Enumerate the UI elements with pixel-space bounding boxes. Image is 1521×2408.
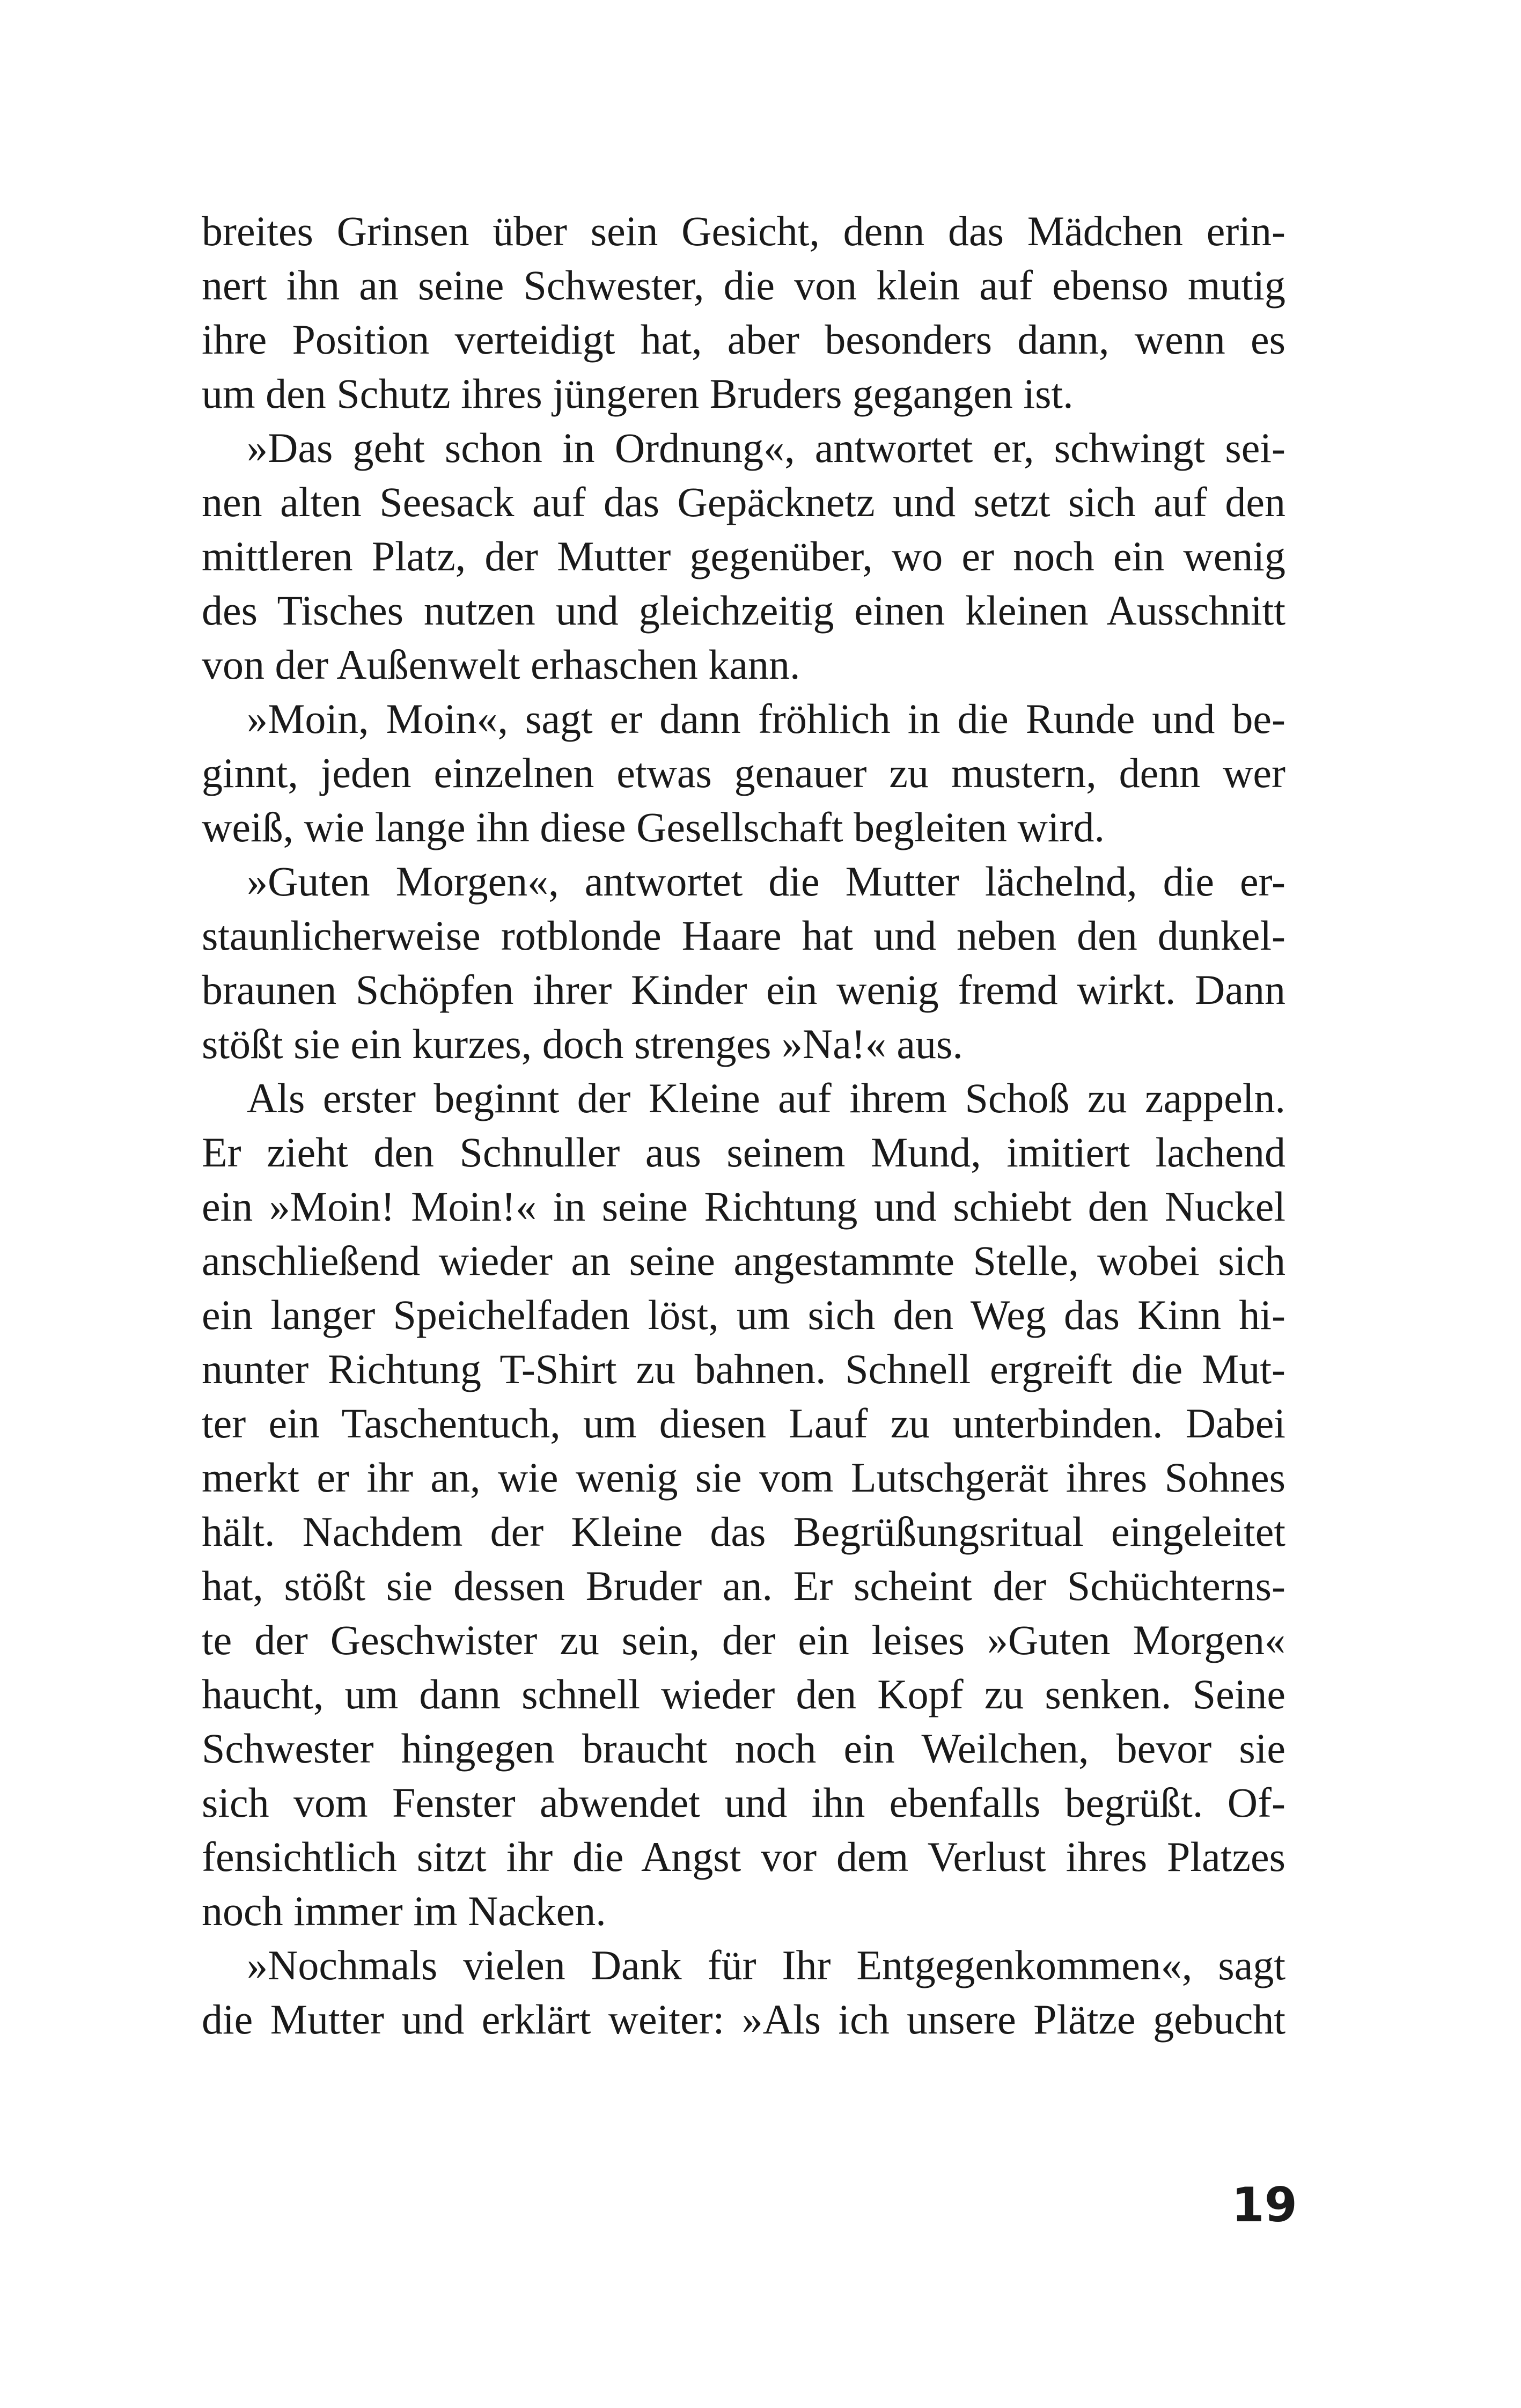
text-line: ihre Position verteidigt hat, aber besonders dann, wenn es [202,316,1285,363]
text-line: stößt sie ein kurzes, doch strenges »Na!« aus. [202,1021,963,1067]
text-line: die Mutter und erklärt weiter: »Als ich unsere Plätze gebucht [202,1996,1285,2043]
text-line: hat, stößt sie dessen Bruder an. Er scheint der Schüchterns- [202,1562,1285,1609]
text-line: Als erster beginnt der Kleine auf ihrem Schoß zu zappeln. [247,1075,1285,1121]
body-text [202,204,1285,2046]
text-line: ter ein Taschentuch, um diesen Lauf zu unterbinden. Dabei [202,1400,1285,1447]
text-line: weiß, wie lange ihn diese Gesellschaft begleiten wird. [202,804,1105,850]
text-line: Schwester hingegen braucht noch ein Weilchen, bevor sie [202,1725,1285,1772]
text-line: Er zieht den Schnuller aus seinem Mund, imitiert lachend [202,1129,1285,1176]
text-line: ginnt, jeden einzelnen etwas genauer zu mustern, denn wer [202,750,1285,796]
text-line: sich vom Fenster abwendet und ihn ebenfalls begrüßt. Of- [202,1779,1285,1826]
text-line: breites Grinsen über sein Gesicht, denn das Mädchen erin- [202,208,1285,254]
text-line: »Moin, Moin«, sagt er dann fröhlich in die Runde und be- [247,695,1285,742]
text-line: mittleren Platz, der Mutter gegenüber, wo er noch ein wenig [202,533,1285,579]
text-line: von der Außenwelt erhaschen kann. [202,641,800,688]
text-line: des Tisches nutzen und gleichzeitig einen kleinen Ausschnitt [202,587,1285,634]
text-line: braunen Schöpfen ihrer Kinder ein wenig fremd wirkt. Dann [202,966,1285,1013]
text-line: staunlicherweise rotblonde Haare hat und neben den dunkel- [202,912,1285,959]
text-line: noch immer im Nacken. [202,1888,606,1934]
text-line: ein langer Speichelfaden löst, um sich den Weg das Kinn hi- [202,1291,1285,1338]
text-line: hält. Nachdem der Kleine das Begrüßungsritual eingeleitet [202,1508,1285,1555]
text-line: »Das geht schon in Ordnung«, antwortet er, schwingt sei- [247,424,1285,471]
text-line: nunter Richtung T-Shirt zu bahnen. Schnell ergreift die Mut- [202,1346,1285,1392]
text-line: fensichtlich sitzt ihr die Angst vor dem Verlust ihres Platzes [202,1833,1285,1880]
page-number: 19 [1231,2177,1297,2233]
text-line: nen alten Seesack auf das Gepäcknetz und setzt sich auf den [202,479,1285,525]
text-line: »Nochmals vielen Dank für Ihr Entgegenkommen«, sagt [247,1942,1285,1988]
text-line: te der Geschwister zu sein, der ein leises »Guten Morgen« [202,1617,1285,1663]
text-line: um den Schutz ihres jüngeren Bruders gegangen ist. [202,370,1074,417]
text-line: merkt er ihr an, wie wenig sie vom Lutschgerät ihres Sohnes [202,1454,1285,1501]
text-line: anschließend wieder an seine angestammte Stelle, wobei sich [202,1237,1285,1284]
text-line: nert ihn an seine Schwester, die von klein auf ebenso mutig [202,262,1285,309]
text-line: haucht, um dann schnell wieder den Kopf zu senken. Seine [202,1671,1285,1717]
text-line: »Guten Morgen«, antwortet die Mutter lächelnd, die er- [247,858,1285,905]
text-line: ein »Moin! Moin!« in seine Richtung und schiebt den Nuckel [202,1183,1285,1230]
